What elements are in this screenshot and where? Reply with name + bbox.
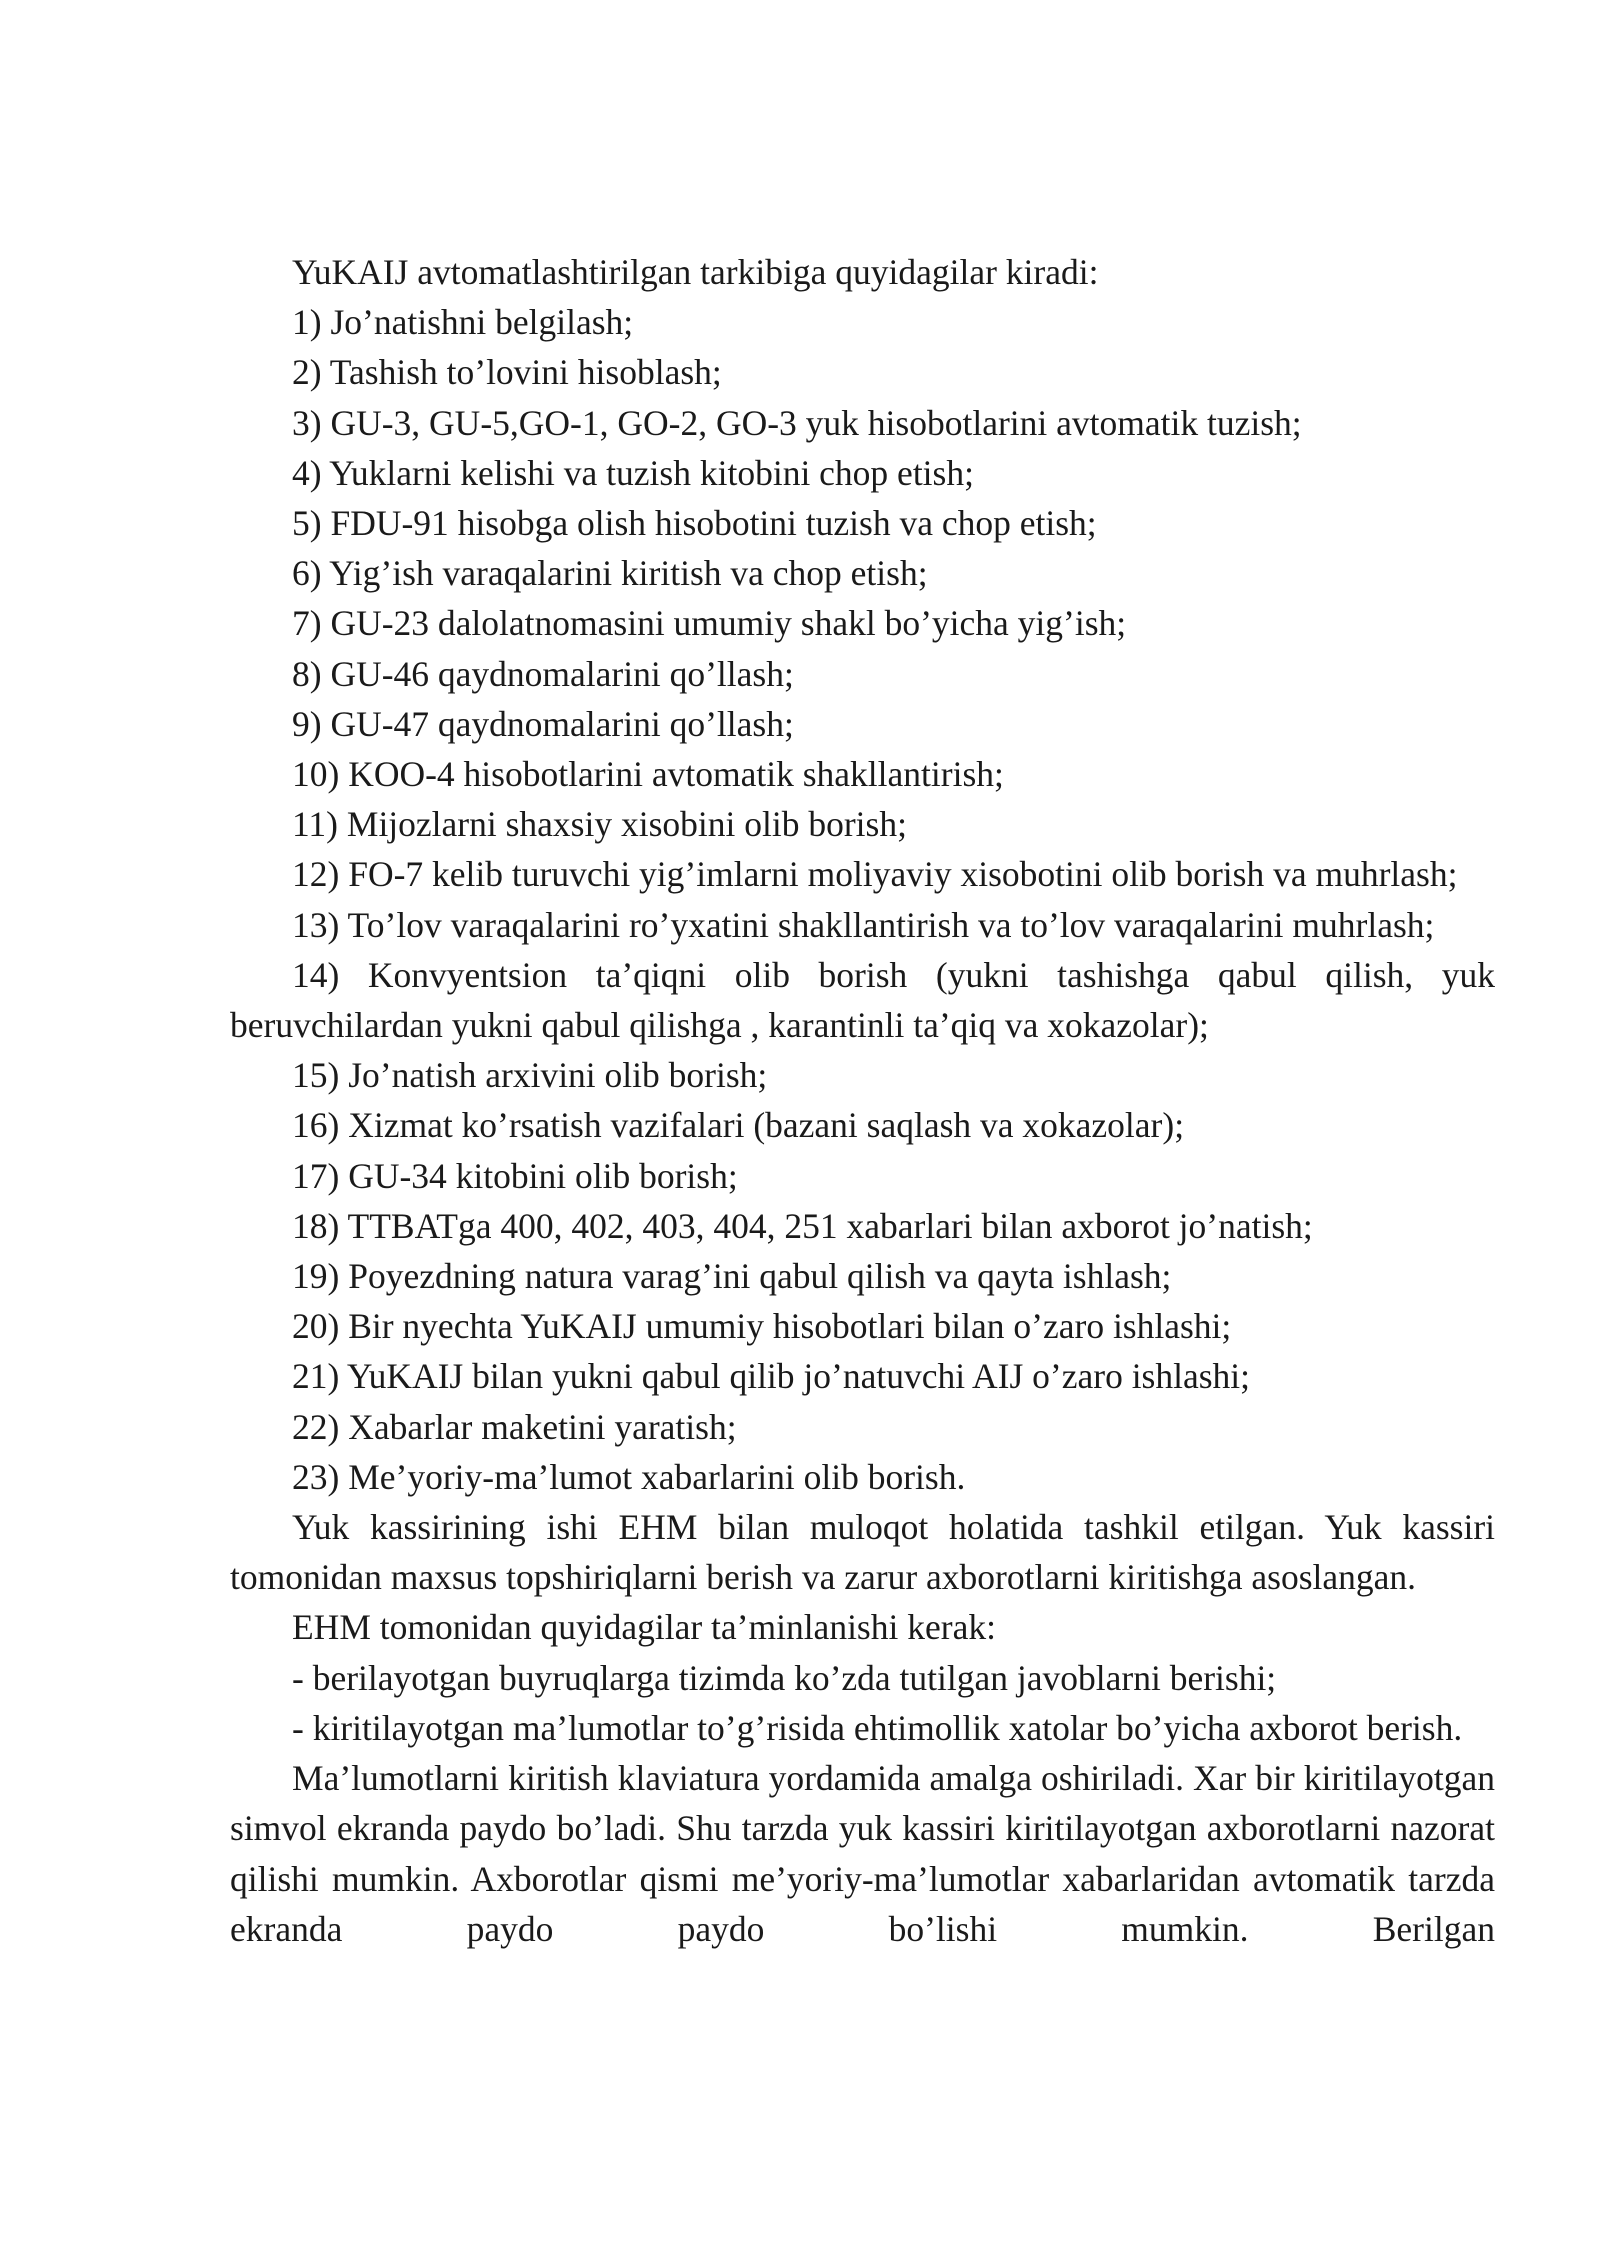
list-item: 19) Poyezdning natura varag’ini qabul qilish va qayta ishlash; — [292, 1256, 1172, 1297]
bullet-list — [230, 1653, 1495, 1753]
list-item: 8) GU-46 qaydnomalarini qo’llash; — [292, 653, 794, 694]
list-item: 16) Xizmat ko’rsatish vazifalari (bazani saqlash va xokazolar); — [292, 1105, 1185, 1146]
cashier-paragraph: Yuk kassirining ishi EHM bilan muloqot holatida tashkil etilgan. Yuk kassiri tomonidan maxsus topshiriqlarni berish va zarur axborotlarni kiritishga asoslangan. — [230, 1507, 1495, 1598]
list-item: 15) Jo’natish arxivini olib borish; — [292, 1055, 768, 1096]
list-item: 7) GU-23 dalolatnomasini umumiy shakl bo’yicha yig’ish; — [292, 603, 1127, 644]
list-item: 6) Yig’ish varaqalarini kiritish va chop etish; — [292, 553, 928, 594]
list-item: 11) Mijozlarni shaxsiy xisobini olib borish; — [292, 804, 907, 845]
list-item: 5) FDU-91 hisobga olish hisobotini tuzish va chop etish; — [292, 503, 1097, 544]
function-list — [230, 297, 1495, 1502]
list-item: 10) KOO-4 hisobotlarini avtomatik shakllantirish; — [292, 754, 1004, 795]
list-item: 18) TTBATga 400, 402, 403, 404, 251 xabarlari bilan axborot jo’natish; — [292, 1205, 1313, 1246]
list-item: 23) Me’yoriy-ma’lumot xabarlarini olib borish. — [292, 1456, 966, 1497]
input-paragraph: Ma’lumotlarni kiritish klaviatura yordamida amalga oshiriladi. Xar bir kiritilayotgan simvol ekranda paydo bo’ladi. Shu tarzda yuk kassiri kiritilayotgan axborotlarni nazorat qilishi mumkin. Axborotlar qismi me’yoriy-ma’lumotlar xabarlaridan avtomatik tarzda ekranda paydo paydo bo’lishi mumkin. Berilgan — [230, 1758, 1495, 1949]
list-item: 14) Konvyentsion ta’qiqni olib borish (yukni tashishga qabul qilish, yuk beruvchilardan yukni qabul qilishga , karantinli ta’qiq va xokazolar); — [230, 954, 1495, 1046]
document-page — [230, 247, 1495, 1954]
list-item: 22) Xabarlar maketini yaratish; — [292, 1406, 737, 1447]
list-item: 12) FO-7 kelib turuvchi yig’imlarni moliyaviy xisobotini olib borish va muhrlash; — [292, 854, 1458, 895]
list-item: 3) GU-3, GU-5,GO-1, GO-2, GO-3 yuk hisobotlarini avtomatik tuzish; — [292, 402, 1302, 443]
list-item: 1) Jo’natishni belgilash; — [292, 302, 634, 343]
intro-paragraph: YuKAIJ avtomatlashtirilgan tarkibiga quyidagilar kiradi: — [292, 252, 1099, 292]
list-item: 17) GU-34 kitobini olib borish; — [292, 1155, 738, 1196]
list-item: 13) To’lov varaqalarini ro’yxatini shakllantirish va to’lov varaqalarini muhrlash; — [292, 904, 1435, 945]
ehm-paragraph: EHM tomonidan quyidagilar ta’minlanishi kerak: — [292, 1607, 996, 1648]
bullet-item: - kiritilayotgan ma’lumotlar to’g’risida ehtimollik xatolar bo’yicha axborot berish. — [292, 1707, 1463, 1748]
list-item: 21) YuKAIJ bilan yukni qabul qilib jo’natuvchi AIJ o’zaro ishlashi; — [292, 1356, 1251, 1397]
list-item: 4) Yuklarni kelishi va tuzish kitobini chop etish; — [292, 452, 974, 493]
bullet-item: - berilayotgan buyruqlarga tizimda ko’zda tutilgan javoblarni berishi; — [292, 1657, 1277, 1698]
list-item: 20) Bir nyechta YuKAIJ umumiy hisobotlari bilan o’zaro ishlashi; — [292, 1306, 1232, 1347]
list-item: 2) Tashish to’lovini hisoblash; — [292, 352, 722, 393]
list-item: 9) GU-47 qaydnomalarini qo’llash; — [292, 703, 794, 744]
